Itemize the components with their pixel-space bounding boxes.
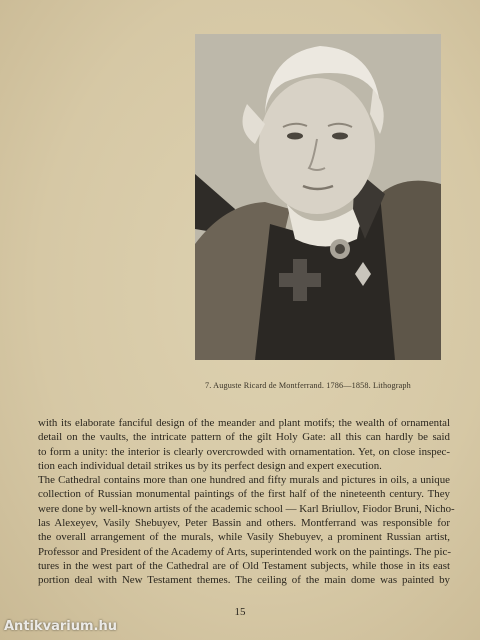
text-line: the overall arrangement of the murals, while Vasily Shebuyev, a prominent Russian artist, — [38, 531, 450, 544]
text-line: tion each individual detail strikes us by its perfect design and expert execution. — [38, 459, 382, 472]
text-line: to form a unity: the interior is clearly overcrowded with ornamentation. Yet, on close inspec- — [38, 445, 450, 458]
portrait-lithograph — [195, 34, 441, 360]
text-line: portion deal with New Testament themes. The ceiling of the main dome was painted by — [38, 574, 450, 587]
text-line: tures in the west part of the Cathedral are of Old Testament subjects, while those in its east — [38, 559, 450, 572]
text-line: were done by well-known artists of the academic school — Karl Briullov, Fiodor Bruni, Nicho- — [38, 502, 455, 515]
watermark: Antikvarium.hu — [4, 619, 117, 634]
text-line: collection of Russian monumental paintings of the first half of the nineteenth century. They — [38, 488, 450, 501]
text-line: with its elaborate fanciful design of the meander and plant motifs; the wealth of ornamental — [38, 417, 450, 429]
text-line: Professor and President of the Academy of Arts, superintended work on the paintings. The pic- — [38, 545, 451, 558]
body-text — [38, 416, 455, 588]
text-line: detail on the vaults, the intricate pattern of the gilt Holy Gate: all this can hardly be said — [38, 431, 450, 444]
page-number: 15 — [234, 606, 246, 618]
text-line: las Alexeyev, Vasily Shebuyev, Peter Bassin and others. Montferrand was responsible for — [38, 517, 450, 530]
figure-caption: 7. Auguste Ricard de Montferrand. 1786—1858. Lithograph — [205, 381, 411, 390]
text-line: The Cathedral contains more than one hundred and fifty murals and pictures in oils, a unique — [38, 474, 450, 487]
